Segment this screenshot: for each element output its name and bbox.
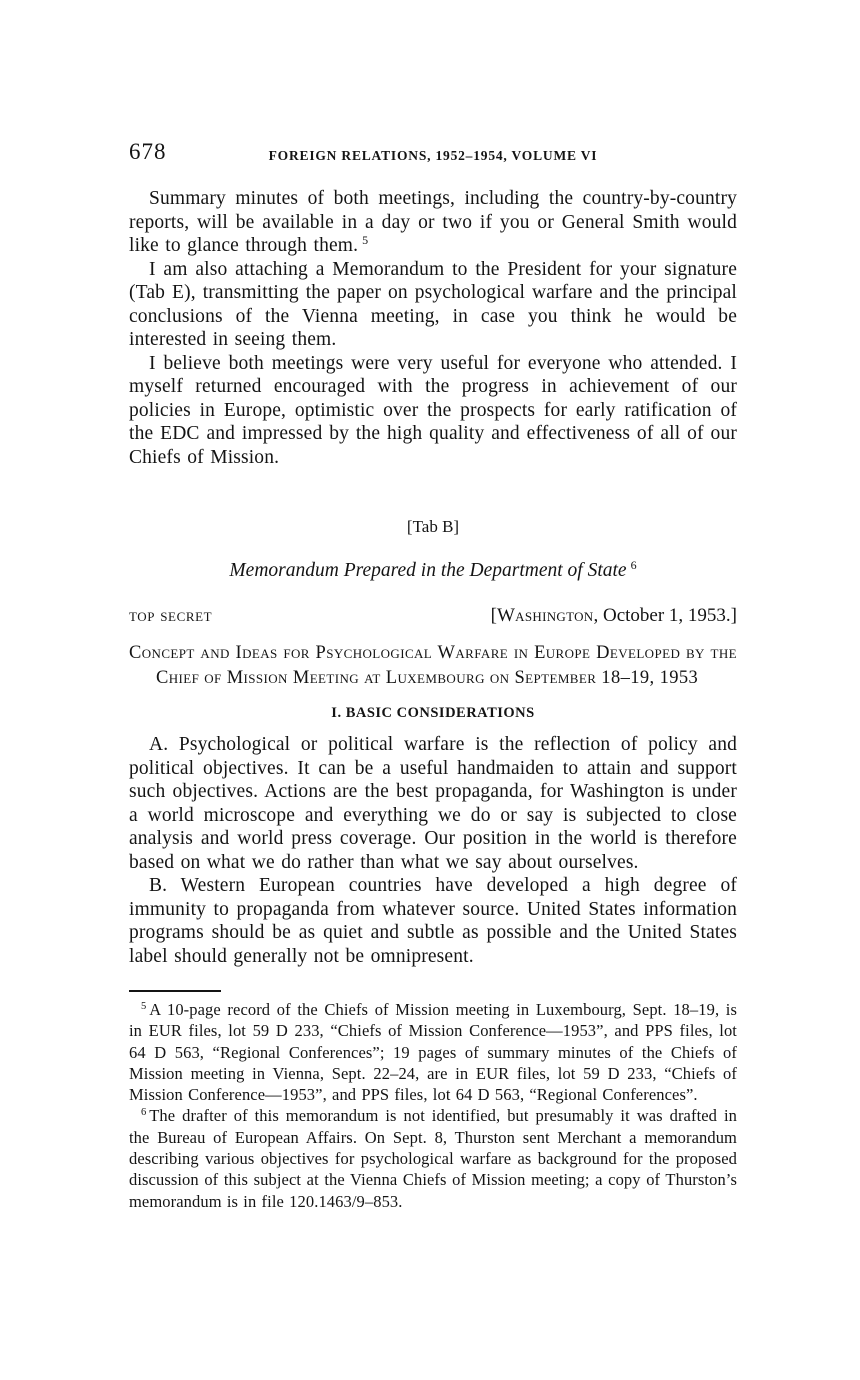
footnote-5-text: A 10-page record of the Chiefs of Mission meeting in Luxembourg, Sept. 18–19, is in EUR files, lot 59 D 233, “Chiefs of Mission Conference—1953”, and PPS files, lot 64 D 563, “Regional Conferences”; 19 pages of summary minutes of the Chiefs of Mission meeting in Vienna, Sept. 22–24, are in EUR files, lot 59 D 233, “Chiefs of Mission Conference—1953”, and PPS files, lot 64 D 563, “Regional Conferences”.: [129, 1000, 737, 1105]
letter-paragraph-1-text: Summary minutes of both meetings, including the country-by-country reports, will be available in a day or two if you or General Smith would like to glance through them.: [129, 188, 737, 256]
footnote-6-number: 6: [141, 1106, 147, 1118]
document-title: [129, 557, 737, 582]
page-number: 678: [129, 139, 167, 164]
section-heading: I. BASIC CONSIDERATIONS: [331, 705, 535, 721]
footnote-6-text: The drafter of this memorandum is not identified, but presumably it was drafted in the Bureau of European Affairs. On Sept. 8, Thurston sent Merchant a memorandum describing various objectives for psychological warfare as background for the proposed discussion of this subject at the Vienna Chiefs of Mission meeting; a copy of Thurston’s memorandum is in file 120.1463/9–853.: [129, 1106, 737, 1211]
tab-label: [Tab B]: [406, 517, 460, 536]
memo-paragraph-b: B. Western European countries have developed a high degree of immunity to propaganda from whatever source. United States information programs should be as quiet and subtle as possible and the United States label should generally not be omnipresent.: [129, 875, 737, 967]
footnote-5: [129, 999, 737, 1105]
footnote-5-number: 5: [141, 1000, 147, 1012]
classification-line: [129, 605, 737, 627]
letter-paragraph-2: I am also attaching a Memorandum to the President for your signature (Tab E), transmitting the paper on psychological warfare and the principal conclusions of the Vienna meeting, in case you think he would be interested in seeing them.: [129, 258, 737, 350]
dateline-place: Washington: [496, 605, 594, 626]
document-title-text: Memorandum Prepared in the Department of State: [229, 560, 627, 581]
classification-label: top secret: [129, 605, 213, 625]
footnote-ref-6-marker: 6: [630, 557, 637, 572]
dateline: [491, 605, 737, 627]
letter-paragraph-1: [129, 187, 737, 258]
letter-paragraph-3: I believe both meetings were very useful for everyone who attended. I myself returned encouraged with the progress in achievement of our policies in Europe, optimistic over the prospects for early ratification of the EDC and impressed by the high quality and effectiveness of all of our Chiefs of Mission.: [129, 352, 737, 468]
footnote-ref-5-marker: 5: [362, 232, 369, 247]
footnote-6: [129, 1105, 737, 1211]
dateline-open-bracket: [: [490, 605, 497, 626]
footnote-divider: [129, 990, 221, 992]
page-header: [129, 139, 737, 169]
memo-paragraph-a: A. Psychological or political warfare is the reflection of policy and political objectives. It can be a useful handmaiden to attain and support such objectives. Actions are the best propaganda, for Washington is under a world microscope and everything we do or say is subjected to close analysis and world press coverage. Our position in the world is therefore based on what we do rather than what we say about ourselves.: [129, 734, 737, 873]
running-title: FOREIGN RELATIONS, 1952–1954, VOLUME VI: [268, 148, 598, 163]
page-body: [129, 187, 737, 1212]
dateline-date: , October 1, 1953.]: [593, 605, 737, 626]
subject-heading: Concept and Ideas for Psychological Warfare in Europe Developed by the Chief of Mission Meeting at Luxembourg on September 18–19, 1953: [129, 643, 737, 688]
